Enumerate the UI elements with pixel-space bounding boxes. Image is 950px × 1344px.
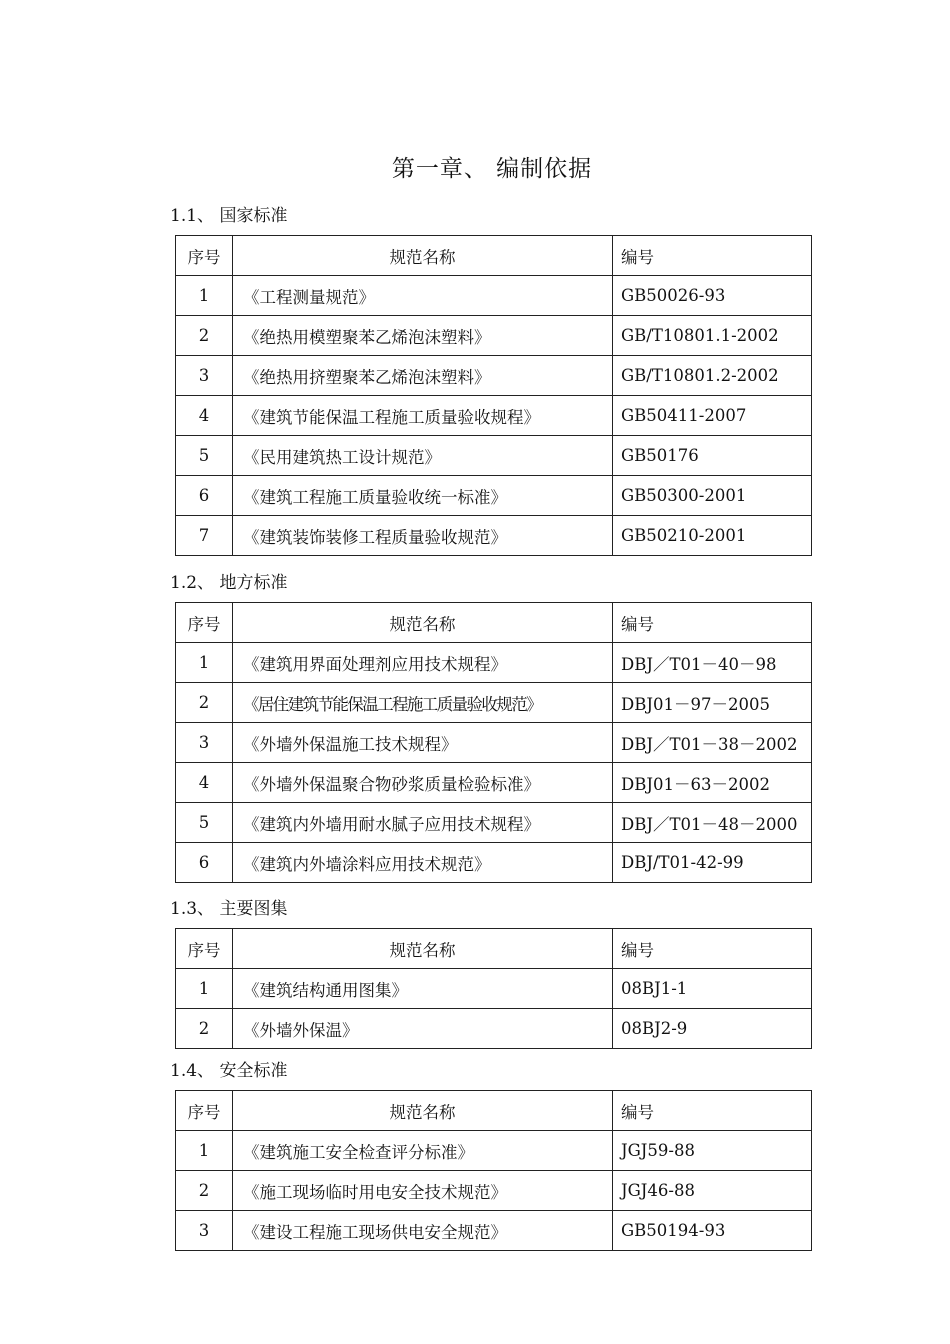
header-name: 规范名称 (233, 236, 613, 276)
row-no: 1 (176, 276, 233, 316)
table-row (176, 969, 812, 1009)
row-code: 08BJ2-9 (613, 1009, 812, 1049)
standards-table (175, 1090, 812, 1251)
row-code: GB50210-2001 (613, 516, 812, 556)
row-code: GB50026-93 (613, 276, 812, 316)
table-row (176, 436, 812, 476)
table-row (176, 1131, 812, 1171)
row-name: 《外墙外保温聚合物砂浆质量检验标准》 (233, 763, 613, 803)
table-header-row (176, 1091, 812, 1131)
table-row (176, 276, 812, 316)
table-row (176, 723, 812, 763)
row-name: 《绝热用模塑聚苯乙烯泡沫塑料》 (233, 316, 613, 356)
table-row (176, 516, 812, 556)
row-name: 《建筑工程施工质量验收统一标准》 (233, 476, 613, 516)
header-code: 编号 (613, 929, 812, 969)
row-no: 3 (176, 1211, 233, 1251)
header-name: 规范名称 (233, 603, 613, 643)
row-no: 5 (176, 803, 233, 843)
row-no: 4 (176, 763, 233, 803)
row-code: GB50300-2001 (613, 476, 812, 516)
table-row (176, 1211, 812, 1251)
table-header-row (176, 603, 812, 643)
header-no: 序号 (176, 603, 233, 643)
row-no: 2 (176, 683, 233, 723)
row-no: 1 (176, 969, 233, 1009)
row-name: 《施工现场临时用电安全技术规范》 (233, 1171, 613, 1211)
row-name: 《建筑施工安全检查评分标准》 (233, 1131, 613, 1171)
row-no: 4 (176, 396, 233, 436)
section-heading: 1.3、 主要图集 (170, 899, 288, 919)
table-header-row (176, 236, 812, 276)
table-row (176, 1171, 812, 1211)
row-name: 《建筑节能保温工程施工质量验收规程》 (233, 396, 613, 436)
row-name: 《工程测量规范》 (233, 276, 613, 316)
section-national-standards (170, 204, 810, 556)
row-code: GB/T10801.1-2002 (613, 316, 812, 356)
row-name: 《绝热用挤塑聚苯乙烯泡沫塑料》 (233, 356, 613, 396)
row-no: 1 (176, 643, 233, 683)
section-local-standards (170, 571, 810, 883)
row-code: GB50411-2007 (613, 396, 812, 436)
row-code: GB/T10801.2-2002 (613, 356, 812, 396)
table-row (176, 476, 812, 516)
standards-table (175, 602, 812, 883)
row-name: 《建筑结构通用图集》 (233, 969, 613, 1009)
table-row (176, 396, 812, 436)
header-name: 规范名称 (233, 1091, 613, 1131)
row-code: DBJ／T01－38－2002 (613, 723, 812, 763)
row-code: GB50176 (613, 436, 812, 476)
row-no: 2 (176, 1171, 233, 1211)
row-name: 《建筑内外墙用耐水腻子应用技术规程》 (233, 803, 613, 843)
row-code: DBJ／T01－48－2000 (613, 803, 812, 843)
row-name: 《建筑内外墙涂料应用技术规范》 (233, 843, 613, 883)
standards-table (175, 235, 812, 556)
table-row (176, 316, 812, 356)
header-no: 序号 (176, 929, 233, 969)
table-row (176, 763, 812, 803)
table-row (176, 683, 812, 723)
table-row (176, 1009, 812, 1049)
row-code: DBJ／T01－40－98 (613, 643, 812, 683)
row-code: JGJ46-88 (613, 1171, 812, 1211)
row-code: 08BJ1-1 (613, 969, 812, 1009)
row-name: 《外墙外保温》 (233, 1009, 613, 1049)
row-no: 2 (176, 1009, 233, 1049)
row-no: 2 (176, 316, 233, 356)
section-heading: 1.1、 国家标准 (170, 206, 288, 226)
row-no: 3 (176, 356, 233, 396)
row-name: 《民用建筑热工设计规范》 (233, 436, 613, 476)
header-code: 编号 (613, 1091, 812, 1131)
header-code: 编号 (613, 236, 812, 276)
row-no: 6 (176, 843, 233, 883)
table-row (176, 843, 812, 883)
row-name: 《外墙外保温施工技术规程》 (233, 723, 613, 763)
row-code: DBJ01－63－2002 (613, 763, 812, 803)
table-row (176, 356, 812, 396)
row-code: DBJ/T01-42-99 (613, 843, 812, 883)
section-main-atlases (170, 897, 810, 1049)
header-no: 序号 (176, 236, 233, 276)
table-row (176, 803, 812, 843)
row-code: DBJ01－97－2005 (613, 683, 812, 723)
row-no: 1 (176, 1131, 233, 1171)
header-name: 规范名称 (233, 929, 613, 969)
row-code: JGJ59-88 (613, 1131, 812, 1171)
table-row (176, 643, 812, 683)
section-heading: 1.2、 地方标准 (170, 573, 288, 593)
page-title: 第一章、 编制依据 (391, 156, 593, 182)
row-no: 7 (176, 516, 233, 556)
row-no: 6 (176, 476, 233, 516)
row-code: GB50194-93 (613, 1211, 812, 1251)
row-name: 《建筑装饰装修工程质量验收规范》 (233, 516, 613, 556)
row-name: 《建筑用界面处理剂应用技术规程》 (233, 643, 613, 683)
row-no: 3 (176, 723, 233, 763)
table-header-row (176, 929, 812, 969)
row-name: 《建设工程施工现场供电安全规范》 (233, 1211, 613, 1251)
header-no: 序号 (176, 1091, 233, 1131)
row-no: 5 (176, 436, 233, 476)
section-heading: 1.4、 安全标准 (170, 1061, 288, 1081)
row-name: 《居住建筑节能保温工程施工质量验收规范》 (233, 683, 613, 723)
section-safety-standards (170, 1059, 810, 1251)
standards-table (175, 928, 812, 1049)
header-code: 编号 (613, 603, 812, 643)
